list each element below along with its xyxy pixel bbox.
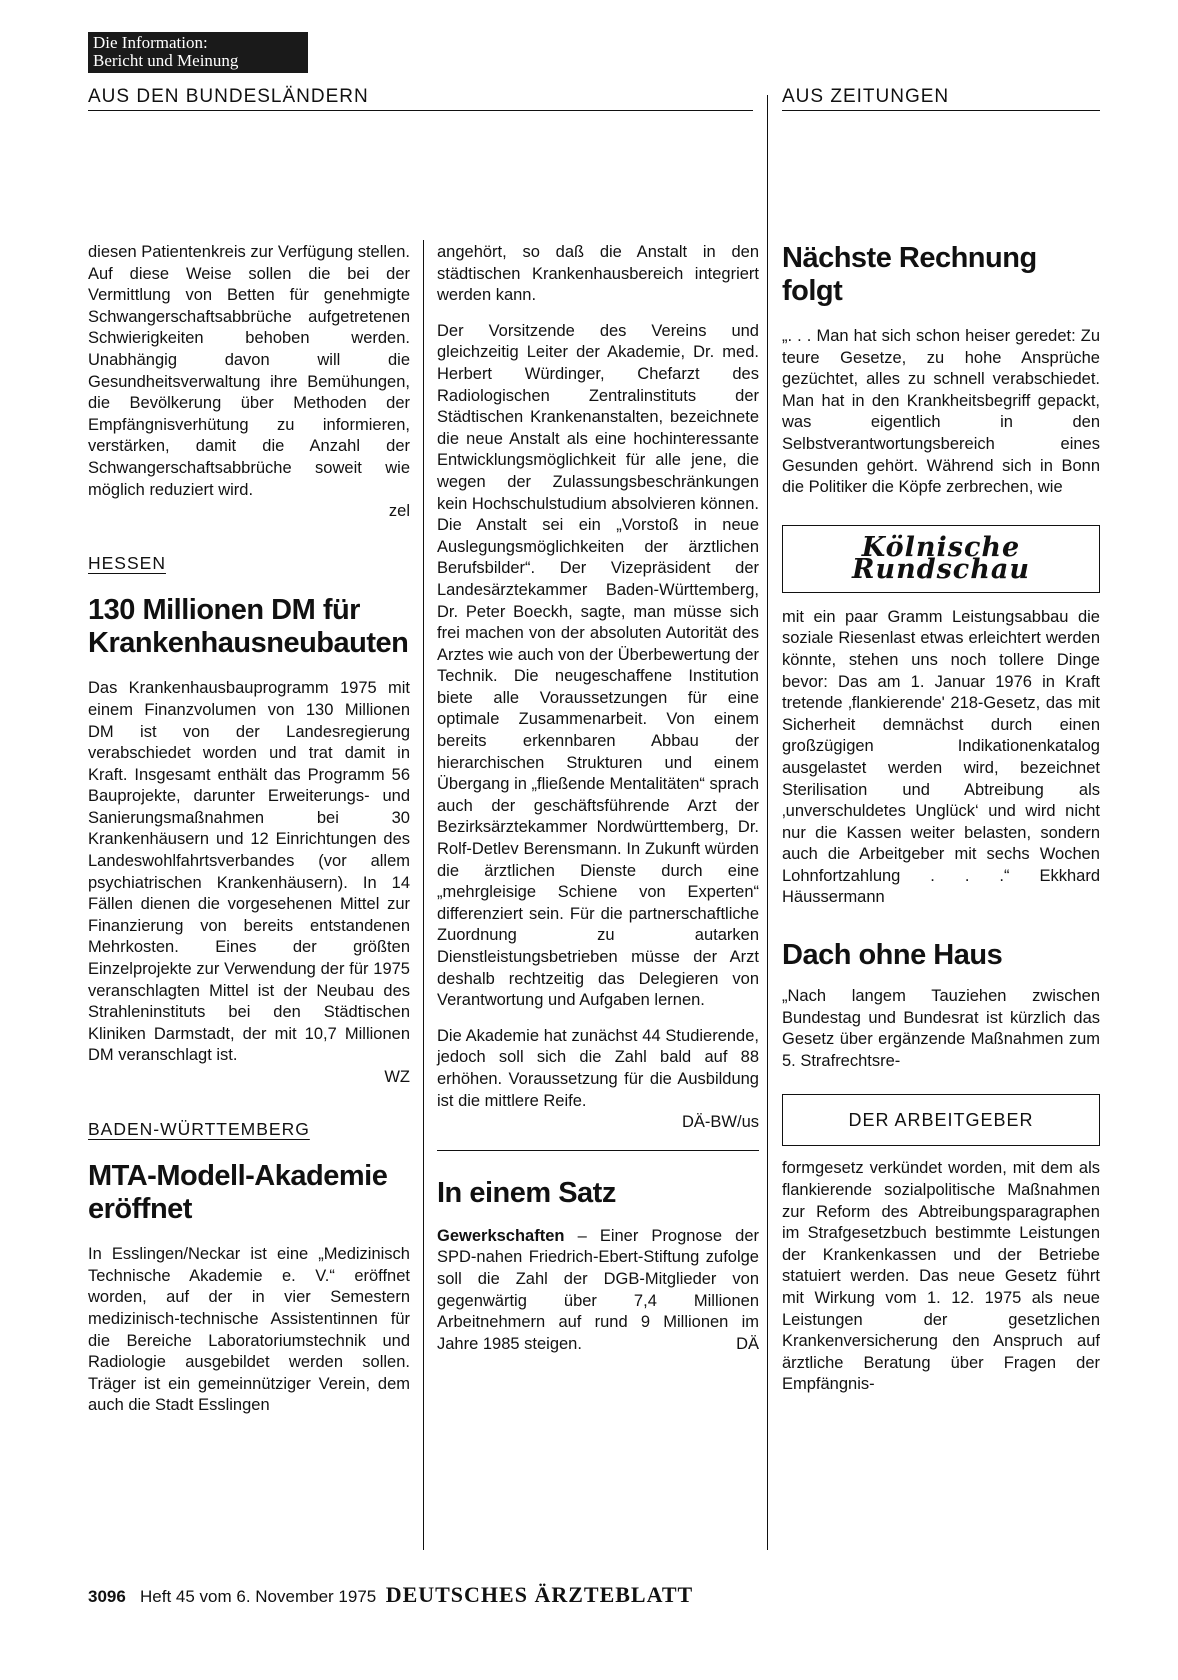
mta-continued-p3: Die Akademie hat zunächst 44 Studierende, jedoch soll sich die Zahl bald auf 88 erhöhen. Voraussetzung für die Ausbildung ist die mittlere Reife.: [437, 1026, 759, 1110]
header-rule-right: [782, 110, 1100, 111]
headline-hessen: 130 Millionen DM für Krankenhausneubauten: [88, 594, 409, 660]
der-arbeitgeber-box: [782, 1094, 1100, 1146]
satz-lead: Gewerkschaften: [437, 1226, 565, 1245]
author-sig-zel: zel: [388, 502, 410, 521]
author-sig-dae-bw: DÄ-BW/us: [681, 1113, 759, 1132]
headline-dach-ohne-haus: Dach ohne Haus: [782, 939, 1003, 972]
article-mta-body: In Esslingen/Neckar ist eine „Medizinisch Technische Akademie e. V.“ eröffnet worden, auf der in vier Semestern medizinisch-technische Assistentinnen für die Bereiche Laboratoriumstechnik und Radiologie ausgebildet werden sollen. Träger ist ein gemeinnütziger Verein, dem auch die Stadt Esslingen: [88, 1245, 410, 1415]
column-2: [437, 242, 759, 1356]
column-3: [782, 242, 1100, 1396]
rundschau-quote-p1: „. . . Man hat sich schon heiser geredet: Zu teure Gesetze, zu hohe Ansprüche gezüchtet, alles zu schnell verabschiedet. Man hat in den Krankheitsbegriff gepackt, was eigentlich in den Selbstverantwortungsbereich eines Gesunden gehört. Während sich in Bonn die Politiker die Köpfe zerbrechen, wie: [782, 327, 1100, 497]
satz-text: – Einer Prognose der SPD-nahen Friedrich-Ebert-Stiftung zufolge soll die Zahl der DGB-Mitglieder von gegenwärtig über 7,4 Millionen Arbeitnehmern auf rund 9 Millionen im Jahre 1985 steigen.: [437, 1226, 759, 1353]
section-label-left: AUS DEN BUNDESLÄNDERN: [88, 86, 369, 107]
mta-continued-p2: Der Vorsitzende des Vereins und gleichzeitig Leiter der Akademie, Dr. med. Herbert Würdinger, Chefarzt des Radiologischen Zentralinstituts der Städtischen Krankenanstalten, bezeichnete die neue Anstalt als eine hochinteressante Entwicklungsmöglichkeit für alle jene, die wegen der Zulassungsbeschränkungen kein Hochschulstudium absolvieren können. Die Anstalt sei ein „Vorstoß in neue Auslegungsmöglichkeiten der ärztlichen Berufsbilder“. Der Vizepräsident der Landesärztekammer Baden-Württemberg, Dr. Peter Boeckh, sagte, man müsse sich frei machen von der absoluten Autorität des Arztes wie auch von der Überbewertung der Technik. Die neugeschaffene Institution biete alle Voraussetzungen für eine optimale Zusammenarbeit. Von einem bereits erkennbaren Abbau der hierarchischen Strukturen und einem Übergang in „fließende Mentalitäten“ sprach auch der geschäftsführende Arzt der Bezirksärztekammer Nordwürttemberg, Dr. Rolf-Detlev Berensmann. In Zukunft würden die ärztlichen Dienste durch eine „mehrgleisige Schiene von Experten“ differenziert sein. Für die partnerschaftliche Zuordnung zu autarken Dienstleistungsbetrieben müsse der Arzt deshalb rechtzeitig das Delegieren von Verantwortung und Aufgaben lernen.: [437, 321, 759, 1010]
rundschau-quote-p2: mit ein paar Gramm Leistungsabbau die soziale Riesenlast etwas erleichtert werden könnte, stehen uns noch tollere Dinge bevor: Das am 1. Januar 1976 in Kraft tretende ‚flankierende' 218-Gesetz, das mit Sicherheit demnächst durch einen großzügigen Indikationenkatalog ausgelastet werden wird, bezeichnet Sterilisation und Abtreibung als ‚unverschuldetes Unglück‘ und wird nicht nur die Kassen weiter belasten, sondern auch die Arbeitgeber mit sechs Wochen Lohnfortzahlung . . .“ Ekkhard Häussermann: [782, 607, 1100, 907]
arbeitgeber-quote-p2: formgesetz verkündet worden, mit dem als flankierende sozialpolitische Maßnahmen zur Reform des Abtreibungsparagraphen im Strafgesetzbuch bestimmte Leistungen der Krankenkassen und der Betriebe statuiert werden. Das neue Gesetz führt mit Wirkung vom 1. 12. 1975 als neue Leistungen der gesetzlichen Krankenversicherung den Anspruch auf ärztliche Beratung über Fragen der Empfängnis-: [782, 1159, 1100, 1394]
kicker-hessen: HESSEN: [88, 552, 166, 573]
newspaper-logo-box: [782, 525, 1100, 593]
page-footer: [88, 1582, 693, 1608]
author-sig-dae: DÄ: [736, 1335, 759, 1354]
column-divider-2: [767, 95, 768, 1550]
article-hessen-body: Das Krankenhausbauprogramm 1975 mit einem Finanzvolumen von 130 Millionen DM ist von der Landesregierung verabschiedet worden und trat damit in Kraft. Insgesamt enthält das Programm 56 Bauprojekte, darunter Erweiterungs- und Sanierungsmaßnahmen bei 30 Krankenhäusern und 12 Einrichtungen des Landeswohlfahrtsverbandes (vor allem psychiatrischen Krankenhäusern). In 14 Fällen dienen die vorgesehenen Mittel zur Finanzierung von bereits entstandenen Mehrkosten. Eines der größten Einzelprojekte zur Verwendung der für 1975 veranschlagten Mittel ist der Neubau des Strahleninstituts bei den Städtischen Kliniken Darmstadt, der mit 10,7 Millionen DM veranschlagt ist.: [88, 679, 410, 1065]
rubric-line-1: Die Information:: [93, 33, 208, 52]
der-arbeitgeber-label: DER ARBEITGEBER: [848, 1110, 1034, 1131]
page-number: 3096: [88, 1587, 126, 1606]
arbeitgeber-quote-p1: „Nach langem Tauziehen zwischen Bundestag und Bundesrat ist kürzlich das Gesetz über ergänzende Maßnahmen zum 5. Strafrechtsre-: [782, 987, 1100, 1070]
article-intro-text: diesen Patientenkreis zur Verfügung stellen. Auf diese Weise sollen die bei der Vermittlung von Betten für genehmigte Schwangerschaftsabbrüche aufgetretenen Schwierigkeiten behoben werden. Unabhängig davon will die Gesundheitsverwaltung ihre Bemühungen, die Bevölkerung über Methoden der Empfängnisverhütung zu informieren, verstärken, damit die Anzahl der Schwangerschaftsabbrüche soweit wie möglich reduziert wird.: [88, 243, 410, 499]
headline-naechste-rechnung: Nächste Rechnung folgt: [782, 242, 1037, 307]
author-sig-wz: WZ: [384, 1068, 410, 1086]
column-1: [88, 242, 410, 1417]
rubric-badge: [88, 32, 308, 73]
mta-continued-p1: angehört, so daß die Anstalt in den städtischen Krankenhausbereich integriert werden kann.: [437, 243, 759, 305]
masthead: DEUTSCHES ÄRZTEBLATT: [385, 1582, 694, 1607]
koelnische-rundschau-logo: Kölnische Rundschau: [852, 532, 1030, 585]
section-label-right: AUS ZEITUNGEN: [782, 86, 950, 107]
headline-mta-akademie: MTA-Modell-Akademie eröffnet: [88, 1160, 388, 1226]
issue-info: Heft 45 vom 6. November 1975: [140, 1587, 377, 1606]
header-rule-left: [88, 110, 753, 111]
kicker-baden-wuerttemberg: BADEN-WÜRTTEMBERG: [88, 1118, 310, 1139]
column-divider-1: [423, 240, 424, 1550]
rubric-line-2: Bericht und Meinung: [93, 51, 239, 70]
headline-in-einem-satz: In einem Satz: [437, 1176, 616, 1209]
